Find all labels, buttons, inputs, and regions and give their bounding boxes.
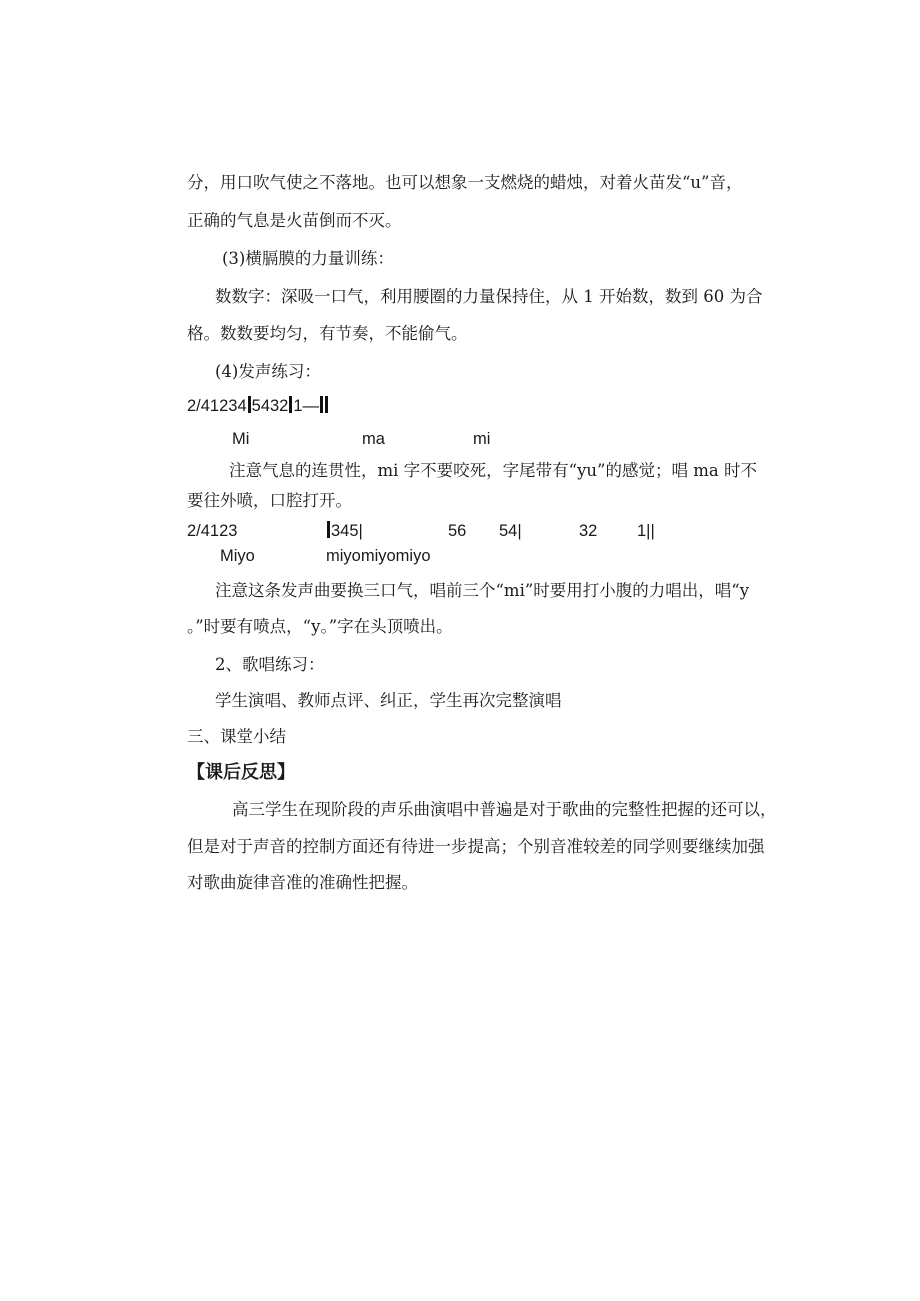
syllable-miyo: Miyo <box>220 547 255 565</box>
barline <box>248 396 251 413</box>
syllable-mi: Mi <box>232 430 250 448</box>
notation-segment: 5432 <box>251 397 289 415</box>
paragraph-line: 学生演唱、教师点评、纠正，学生再次完整演唱 <box>215 691 562 710</box>
notation-segment: 1|| <box>637 522 655 540</box>
subheading-singing-practice: 2、歌唱练习： <box>215 655 325 674</box>
section-heading-reflection: 【课后反思】 <box>187 762 295 783</box>
barline <box>320 396 323 413</box>
subheading-diaphragm-training: (3)横膈膜的力量训练： <box>222 249 394 268</box>
paragraph-line: 但是对于声音的控制方面还有待进一步提高；个别音准较差的同学则要继续加强 <box>187 837 765 856</box>
barline <box>289 396 292 413</box>
syllable-miyomiyomiyo: miyomiyomiyo <box>326 547 431 565</box>
paragraph-line: 分，用口吹气使之不落地。也可以想象一支燃烧的蜡烛，对着火苗发“u”音， <box>187 173 743 192</box>
syllable-mi: mi <box>473 430 491 448</box>
paragraph-line: 高三学生在现阶段的声乐曲演唱中普遍是对于歌曲的完整性把握的还可以， <box>232 800 777 819</box>
subheading-vocalization: (4)发声练习： <box>215 362 321 381</box>
syllable-ma: ma <box>362 430 385 448</box>
paragraph-line: 格。数数要均匀，有节奏，不能偷气。 <box>187 324 468 343</box>
paragraph-line: 注意气息的连贯性，mi 字不要咬死，字尾带有“yu”的感觉；唱 ma 时不 <box>229 461 757 480</box>
notation-segment: 2/41234 <box>187 397 247 415</box>
barline <box>327 521 330 538</box>
notation-segment: 32 <box>579 522 598 540</box>
notation-line-2-part <box>326 521 363 541</box>
paragraph-line: 要往外喷，口腔打开。 <box>187 491 352 510</box>
notation-segment: 345| <box>331 522 363 540</box>
paragraph-line: 正确的气息是火苗倒而不灭。 <box>187 211 402 230</box>
paragraph-line: 对歌曲旋律音准的准确性把握。 <box>187 873 418 892</box>
notation-segment: 56 <box>448 522 467 540</box>
paragraph-line: 。”时要有喷点，“y。”字在头顶喷出。 <box>187 617 453 636</box>
paragraph-line: 数数字：深吸一口气，利用腰圈的力量保持住，从 1 开始数，数到 60 为合 <box>215 287 763 306</box>
paragraph-line: 注意这条发声曲要换三口气，唱前三个“mi”时要用打小腹的力唱出，唱“y <box>215 581 750 600</box>
notation-line-1 <box>187 396 329 416</box>
notation-segment: 2/4123 <box>187 522 238 540</box>
section-heading-summary: 三、课堂小结 <box>187 727 286 746</box>
barline <box>325 396 328 413</box>
notation-segment: 54| <box>499 522 522 540</box>
notation-line-2 <box>187 521 237 541</box>
notation-segment: 1— <box>293 397 320 415</box>
